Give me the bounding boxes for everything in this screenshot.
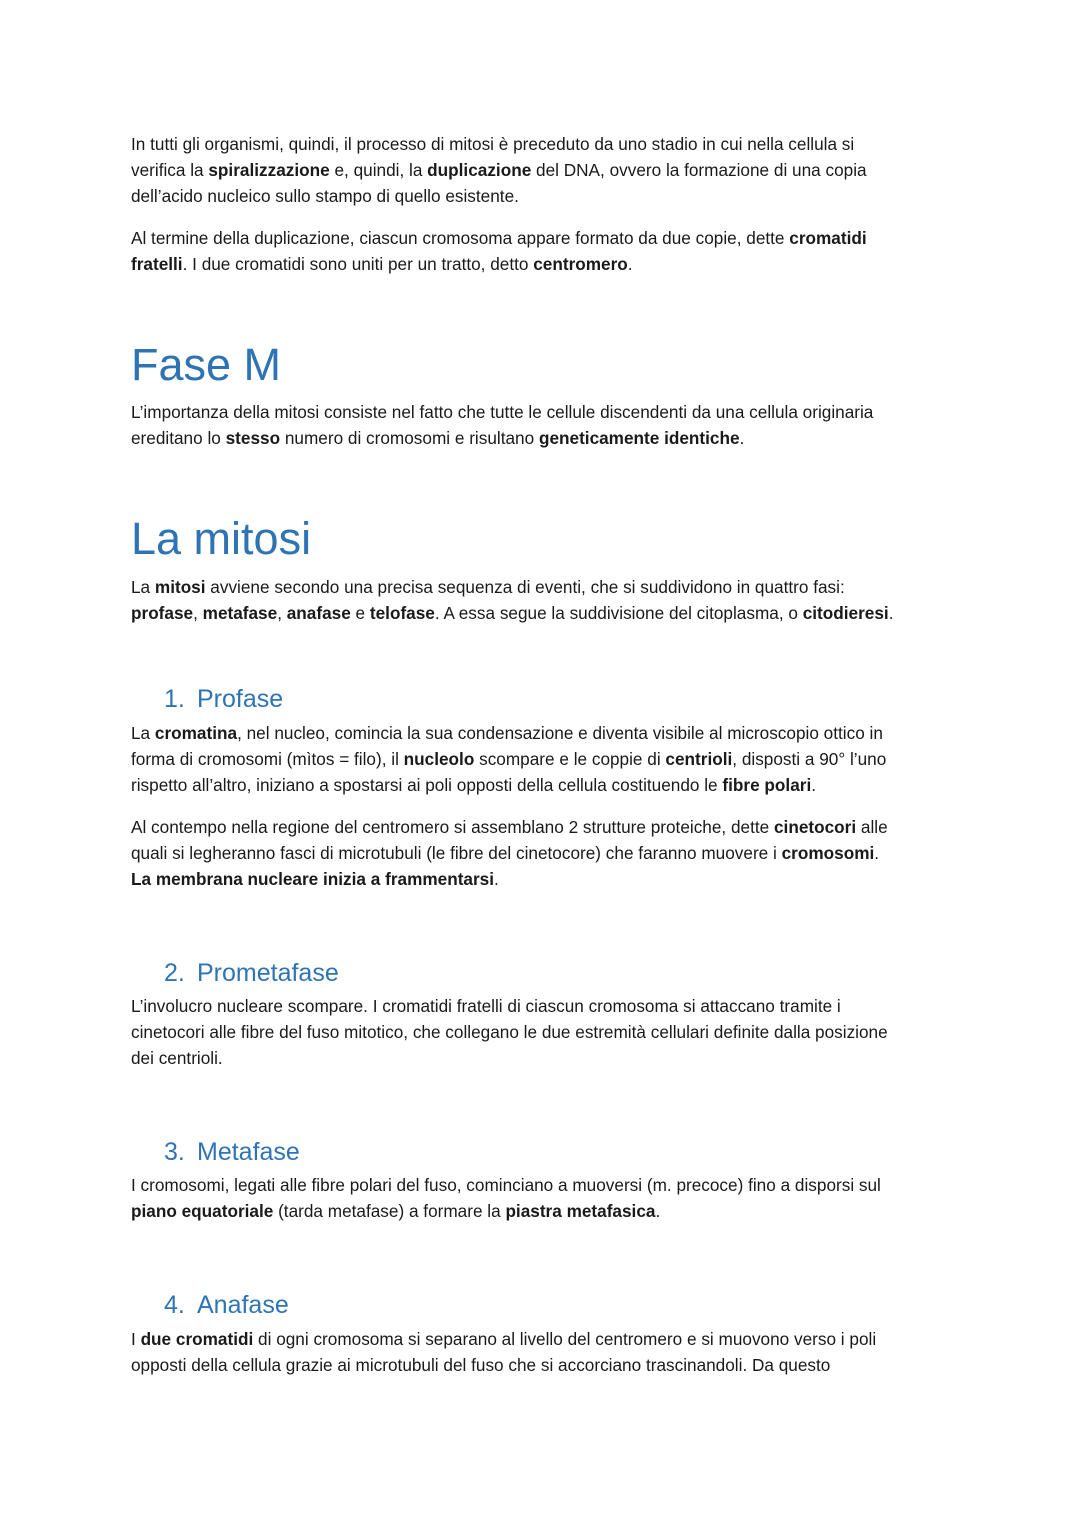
bold-term: anafase <box>286 603 351 623</box>
text-line <box>131 1326 961 1352</box>
text-line <box>131 993 961 1019</box>
text-run: . <box>655 1201 661 1221</box>
prometafase-paragraph <box>131 993 961 1071</box>
heading-profase <box>164 684 283 714</box>
heading-anafase <box>164 1290 289 1320</box>
text-line <box>131 399 961 425</box>
text-run: Al contempo nella regione del centromero si assemblano 2 strutture proteiche, dette <box>131 817 774 837</box>
anafase-paragraph <box>131 1326 961 1378</box>
text-run: . <box>888 603 894 623</box>
section-number: 3. <box>164 1138 185 1166</box>
text-line <box>131 157 961 183</box>
bold-term: nucleolo <box>403 749 475 769</box>
bold-term: stesso <box>225 428 281 448</box>
heading-la-mitosi: La mitosi <box>131 513 312 564</box>
bold-term: telofase <box>369 603 435 623</box>
section-title: Profase <box>197 685 284 713</box>
text-line <box>131 866 961 892</box>
profase-paragraph-2 <box>131 814 961 892</box>
section-title: Anafase <box>197 1291 289 1319</box>
text-run: , nel nucleo, comincia la sua condensazione e diventa visibile al microscopio ottico in <box>237 723 883 743</box>
text-run: I cromosomi, legati alle fibre polari del fuso, cominciano a muoversi (m. precoce) fino a disporsi sul <box>131 1175 881 1195</box>
text-run: cinetocori alle fibre del fuso mitotico, che collegano le due estremità cellulari definite dalla posizione <box>131 1022 888 1042</box>
text-run: La <box>131 577 155 597</box>
intro-paragraph-1 <box>131 131 961 209</box>
text-line <box>131 425 961 451</box>
text-line <box>131 574 961 600</box>
text-line <box>131 840 961 866</box>
text-run: . <box>811 775 817 795</box>
text-run: . <box>494 869 499 889</box>
bold-term: fibre polari <box>722 775 812 795</box>
text-run: e, quindi, la <box>329 160 428 180</box>
text-run: ereditano lo <box>131 428 226 448</box>
text-run: In tutti gli organismi, quindi, il processo di mitosi è preceduto da uno stadio in cui nella cellula si <box>131 134 855 154</box>
text-line <box>131 1019 961 1045</box>
bold-term: cromatidi <box>789 228 867 248</box>
bold-term: centrioli <box>665 749 733 769</box>
metafase-paragraph <box>131 1172 961 1224</box>
text-run: scompare e le coppie di <box>474 749 666 769</box>
text-run: . I due cromatidi sono uniti per un tratto, detto <box>182 254 534 274</box>
heading-metafase <box>164 1137 300 1167</box>
text-run: alle <box>856 817 888 837</box>
section-title: Metafase <box>197 1138 300 1166</box>
text-run: forma di cromosomi (mìtos = filo), il <box>131 749 404 769</box>
text-line <box>131 772 961 798</box>
text-line <box>131 600 961 626</box>
bold-term: centromero <box>533 254 628 274</box>
text-run: L’involucro nucleare scompare. I cromatidi fratelli di ciascun cromosoma si attaccano tramite i <box>131 996 841 1016</box>
text-line <box>131 1352 961 1378</box>
text-run: e <box>350 603 370 623</box>
bold-term: metafase <box>202 603 278 623</box>
text-run: dei centrioli. <box>131 1048 223 1068</box>
text-line <box>131 1198 961 1224</box>
bold-term: piano equatoriale <box>131 1201 274 1221</box>
bold-term: cromosomi <box>781 843 875 863</box>
section-number: 2. <box>164 959 185 987</box>
text-line <box>131 814 961 840</box>
text-run: rispetto all’altro, iniziano a spostarsi ai poli opposti della cellula costituendo le <box>131 775 723 795</box>
text-run: (tarda metafase) a formare la <box>273 1201 506 1221</box>
text-run: Al termine della duplicazione, ciascun cromosoma appare formato da due copie, dette <box>131 228 790 248</box>
bold-term: due cromatidi <box>140 1329 254 1349</box>
bold-term: duplicazione <box>427 160 532 180</box>
profase-paragraph-1 <box>131 720 961 798</box>
bold-term: mitosi <box>154 577 206 597</box>
text-run: , <box>277 603 287 623</box>
text-run: I <box>131 1329 141 1349</box>
bold-term: spiralizzazione <box>208 160 330 180</box>
text-line <box>131 183 961 209</box>
text-run: avviene secondo una precisa sequenza di eventi, che si suddividono in quattro fasi: <box>205 577 845 597</box>
text-line <box>131 1045 961 1071</box>
bold-term: cinetocori <box>773 817 857 837</box>
text-run: di ogni cromosoma si separano al livello del centromero e si muovono verso i poli <box>253 1329 877 1349</box>
bold-term: La membrana nucleare inizia a frammentarsi <box>131 869 494 889</box>
text-run: . <box>739 428 745 448</box>
text-run: dell’acido nucleico sullo stampo di quello esistente. <box>131 186 519 206</box>
bold-term: piastra metafasica <box>505 1201 656 1221</box>
heading-prometafase <box>164 958 339 988</box>
bold-term: geneticamente identiche <box>538 428 740 448</box>
bold-term: citodieresi <box>802 603 889 623</box>
text-line <box>131 131 961 157</box>
fase-m-paragraph <box>131 399 961 451</box>
text-run: L’importanza della mitosi consiste nel fatto che tutte le cellule discendenti da una cellula originaria <box>131 402 874 422</box>
text-run: La <box>131 723 155 743</box>
heading-fase-m: Fase M <box>131 339 282 390</box>
text-run: . <box>627 254 633 274</box>
text-run: , <box>193 603 203 623</box>
bold-term: cromatina <box>154 723 238 743</box>
text-line <box>131 1172 961 1198</box>
section-title: Prometafase <box>197 959 339 987</box>
text-run: quali si legheranno fasci di microtubuli (le fibre del cinetocore) che faranno muovere i <box>131 843 782 863</box>
section-number: 4. <box>164 1291 185 1319</box>
text-line <box>131 251 961 277</box>
mitosi-paragraph <box>131 574 961 626</box>
text-run: verifica la <box>131 160 209 180</box>
text-run: del DNA, ovvero la formazione di una copia <box>531 160 867 180</box>
text-run: . <box>874 843 880 863</box>
text-line <box>131 720 961 746</box>
text-line <box>131 225 961 251</box>
text-run: opposti della cellula grazie ai microtubuli del fuso che si accorciano trascinandoli. Da questo <box>131 1355 831 1375</box>
text-run: . A essa segue la suddivisione del citoplasma, o <box>434 603 803 623</box>
text-run: , disposti a 90° l’uno <box>732 749 887 769</box>
section-number: 1. <box>164 685 185 713</box>
intro-paragraph-2 <box>131 225 961 277</box>
text-run: numero di cromosomi e risultano <box>280 428 539 448</box>
bold-term: profase <box>131 603 194 623</box>
bold-term: fratelli <box>131 254 183 274</box>
text-line <box>131 746 961 772</box>
